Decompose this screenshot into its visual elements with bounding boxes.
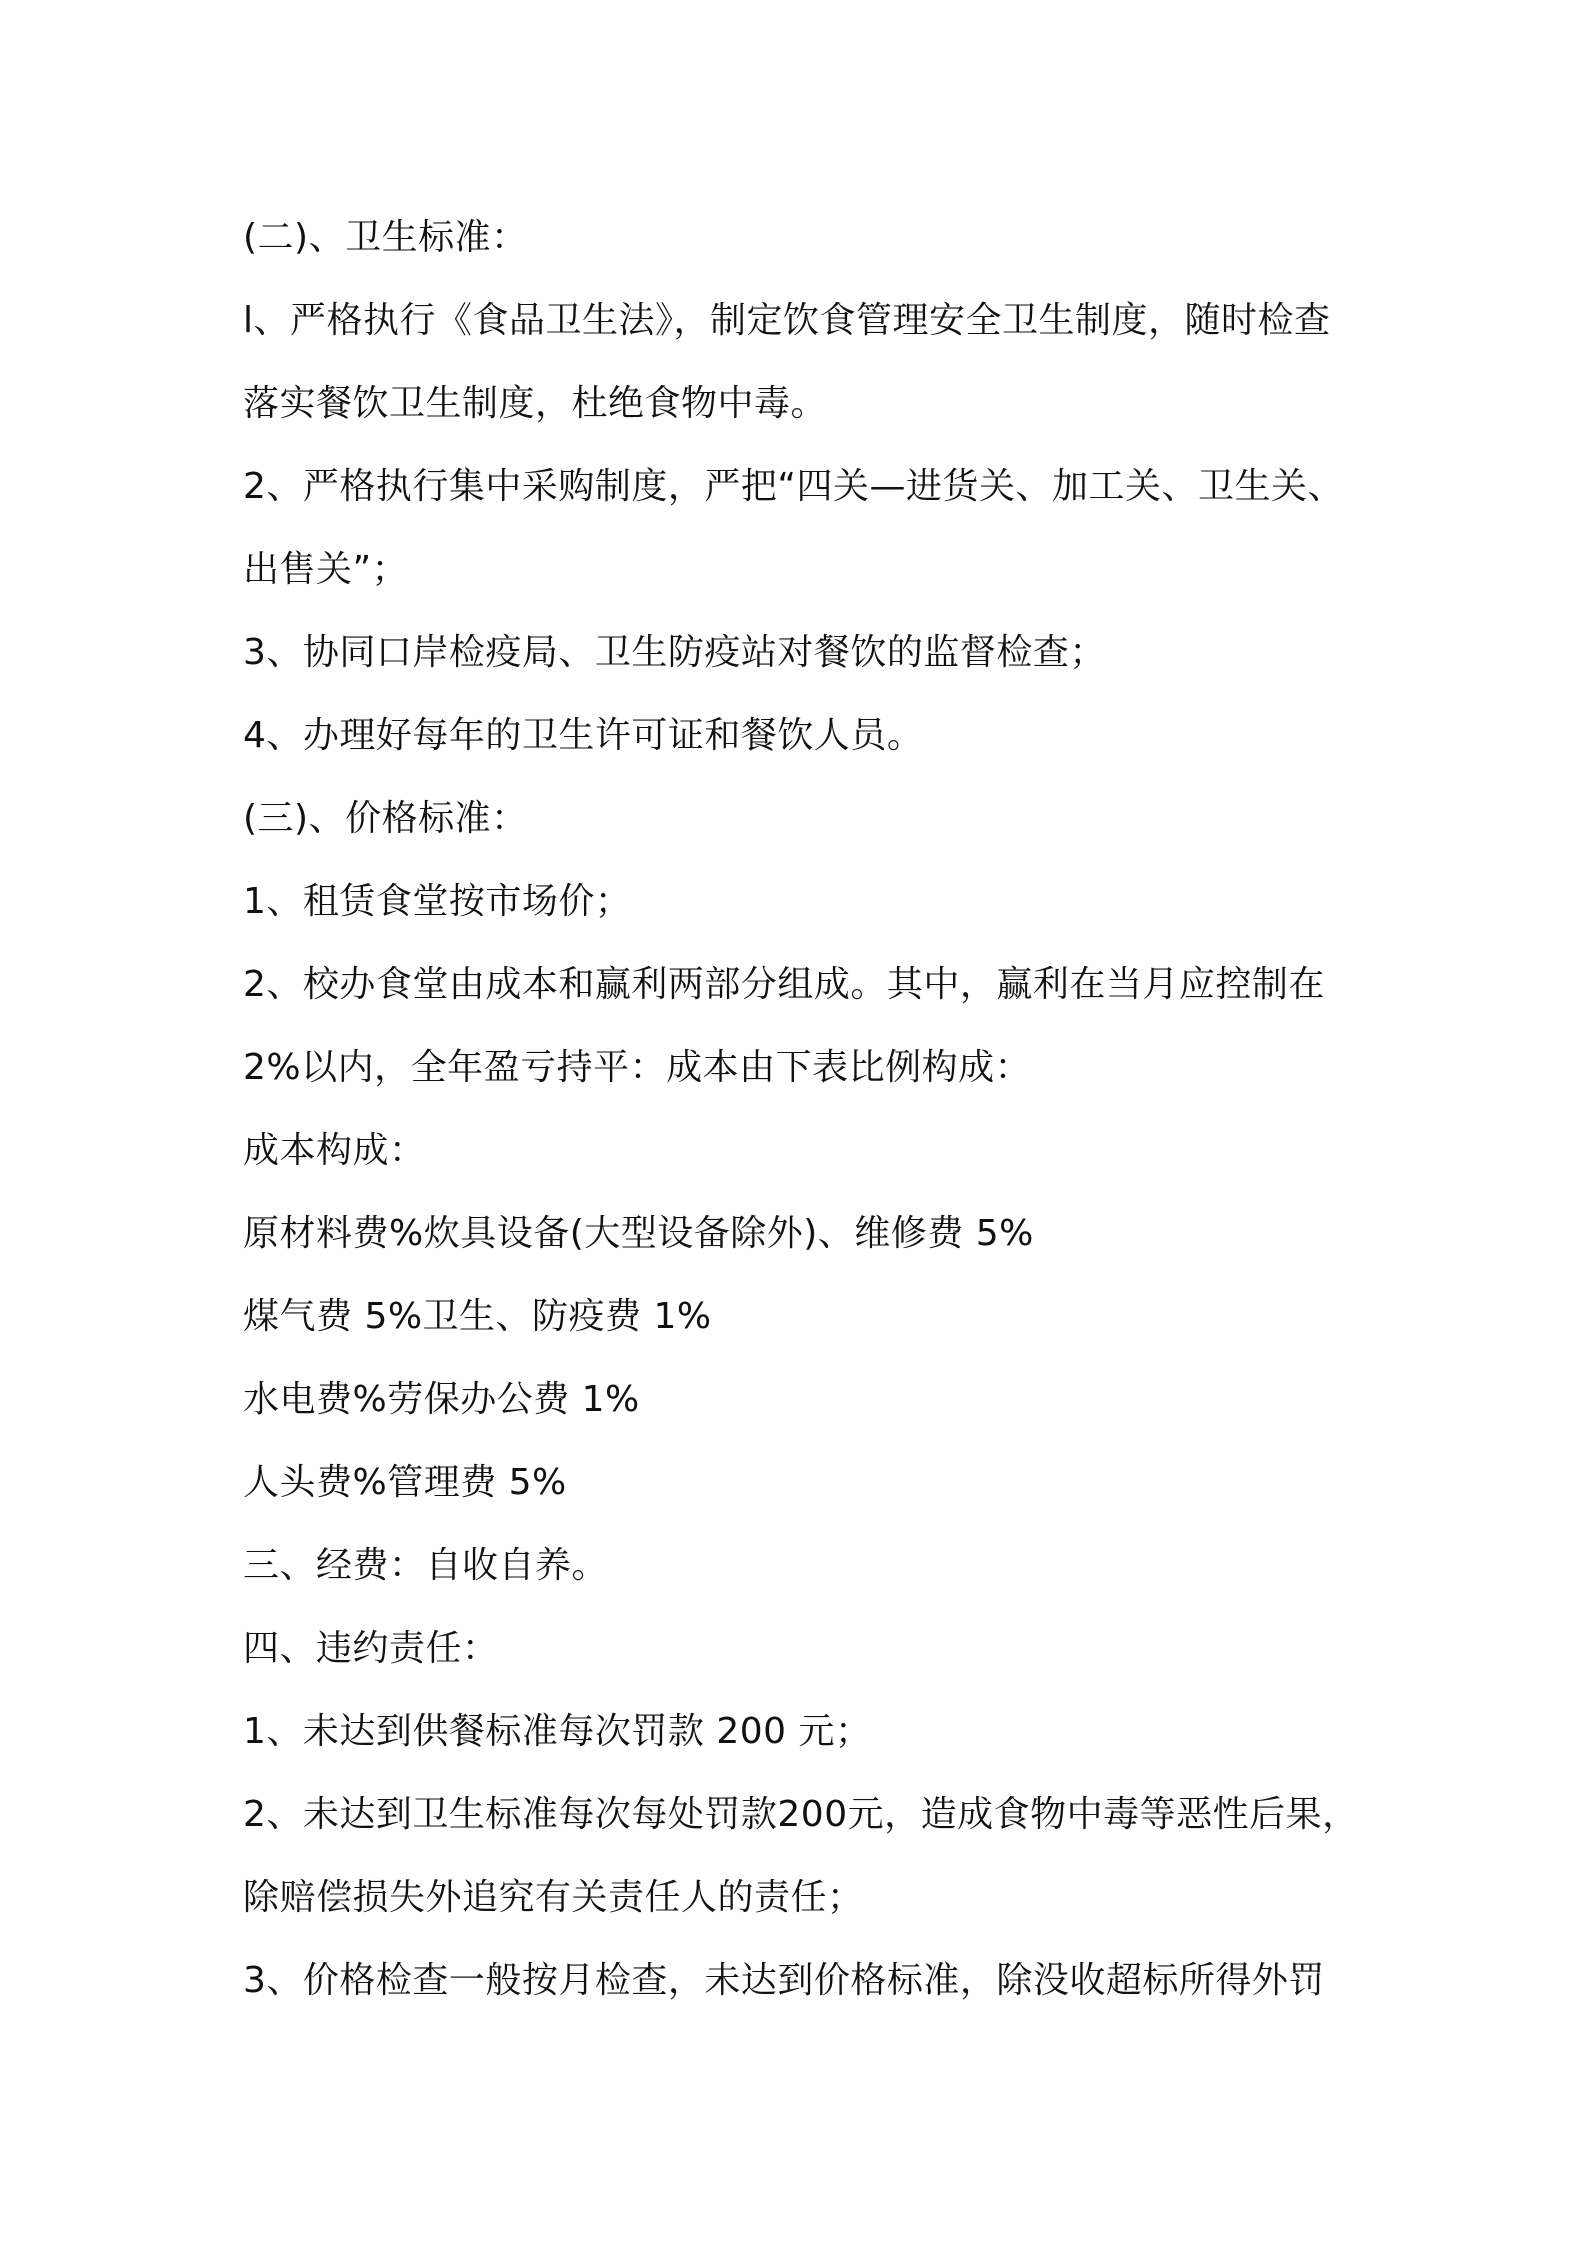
paragraph-line: 4、办理好每年的卫生许可证和餐饮人员。 — [243, 715, 924, 756]
paragraph-line: 落实餐饮卫生制度，杜绝食物中毒。 — [243, 383, 828, 424]
paragraph-line: 1、租赁食堂按市场价； — [243, 881, 632, 922]
section-heading-funding: 三、经费：自收自养。 — [243, 1545, 609, 1586]
paragraph-line: 1、未达到供餐标准每次罚款 200 元； — [243, 1711, 872, 1752]
document-body — [243, 196, 1383, 2022]
paragraph-line: 2、校办食堂由成本和赢利两部分组成。其中，赢利在当月应控制在 — [243, 964, 1325, 1005]
paragraph-line: 2、严格执行集中采购制度，严把“四关—进货关、加工关、卫生关、 — [243, 466, 1345, 507]
cost-structure-heading: 成本构成： — [243, 1130, 426, 1171]
paragraph-line: 2%以内，全年盈亏持平：成本由下表比例构成： — [243, 1047, 1032, 1088]
cost-line: 煤气费 5%卫生、防疫费 1% — [243, 1296, 712, 1337]
cost-line: 人头费%管理费 5% — [243, 1462, 567, 1503]
paragraph-line: 3、价格检查一般按月检查，未达到价格标准，除没收超标所得外罚 — [243, 1960, 1325, 2001]
paragraph-line: 出售关”； — [243, 549, 409, 590]
paragraph-line: 2、未达到卫生标准每次每处罚款200元，造成食物中毒等恶性后果， — [243, 1794, 1359, 1835]
paragraph-line: 3、协同口岸检疫局、卫生防疫站对餐饮的监督检查； — [243, 632, 1106, 673]
section-heading-liability: 四、违约责任： — [243, 1628, 499, 1669]
paragraph-line: l、严格执行《食品卫生法》，制定饮食管理安全卫生制度，随时检查 — [243, 300, 1331, 341]
section-heading-hygiene: (二)、卫生标准： — [243, 217, 528, 258]
cost-line: 原材料费%炊具设备(大型设备除外)、维修费 5% — [243, 1213, 1034, 1254]
paragraph-line: 除赔偿损失外追究有关责任人的责任； — [243, 1877, 864, 1918]
section-heading-price: (三)、价格标准： — [243, 798, 528, 839]
cost-line: 水电费%劳保办公费 1% — [243, 1379, 640, 1420]
